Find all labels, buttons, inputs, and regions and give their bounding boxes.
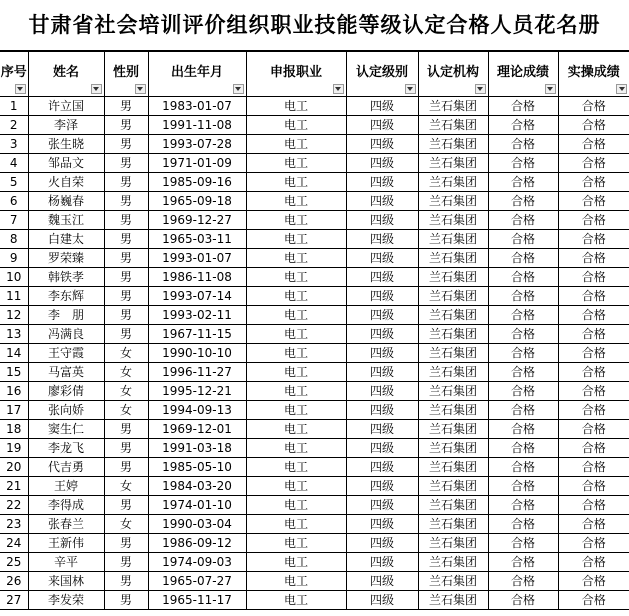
theory-score-cell[interactable]: 合格	[488, 477, 558, 496]
level-cell[interactable]: 四级	[346, 534, 418, 553]
occupation-cell[interactable]: 电工	[246, 325, 346, 344]
institution-cell[interactable]: 兰石集团	[418, 591, 488, 610]
seq-cell[interactable]: 17	[0, 401, 28, 420]
seq-cell[interactable]: 3	[0, 135, 28, 154]
occupation-cell[interactable]: 电工	[246, 363, 346, 382]
birthdate-cell[interactable]: 1991-03-18	[148, 439, 246, 458]
practical-score-cell[interactable]: 合格	[558, 572, 629, 591]
birthdate-cell[interactable]: 1986-11-08	[148, 268, 246, 287]
name-cell[interactable]: 王新伟	[28, 534, 104, 553]
header-row	[0, 52, 629, 97]
level-cell[interactable]: 四级	[346, 363, 418, 382]
gender-cell[interactable]: 男	[104, 192, 148, 211]
gender-cell[interactable]: 男	[104, 306, 148, 325]
level-cell[interactable]: 四级	[346, 135, 418, 154]
birthdate-cell[interactable]: 1969-12-01	[148, 420, 246, 439]
theory-score-cell[interactable]: 合格	[488, 534, 558, 553]
name-cell[interactable]: 马富英	[28, 363, 104, 382]
level-cell[interactable]: 四级	[346, 572, 418, 591]
institution-cell[interactable]: 兰石集团	[418, 477, 488, 496]
institution-cell[interactable]: 兰石集团	[418, 230, 488, 249]
practical-score-cell[interactable]: 合格	[558, 496, 629, 515]
gender-cell[interactable]: 男	[104, 325, 148, 344]
column-header-theory-score[interactable]: 理论成绩	[488, 52, 558, 97]
practical-score-cell[interactable]: 合格	[558, 192, 629, 211]
practical-score-cell[interactable]: 合格	[558, 420, 629, 439]
theory-score-cell[interactable]: 合格	[488, 496, 558, 515]
birthdate-cell[interactable]: 1991-11-08	[148, 116, 246, 135]
theory-score-cell[interactable]: 合格	[488, 382, 558, 401]
seq-cell[interactable]: 23	[0, 515, 28, 534]
theory-score-cell[interactable]: 合格	[488, 572, 558, 591]
seq-cell[interactable]: 6	[0, 192, 28, 211]
table-row	[0, 211, 629, 230]
gender-cell[interactable]: 女	[104, 363, 148, 382]
level-cell[interactable]: 四级	[346, 458, 418, 477]
level-cell[interactable]: 四级	[346, 268, 418, 287]
gender-cell[interactable]: 男	[104, 268, 148, 287]
practical-score-cell[interactable]: 合格	[558, 116, 629, 135]
name-cell[interactable]: 廖彩倩	[28, 382, 104, 401]
gender-cell[interactable]: 男	[104, 211, 148, 230]
name-cell[interactable]: 邹品文	[28, 154, 104, 173]
name-cell[interactable]: 张春兰	[28, 515, 104, 534]
seq-cell[interactable]: 22	[0, 496, 28, 515]
birthdate-cell[interactable]: 1985-05-10	[148, 458, 246, 477]
practical-score-cell[interactable]: 合格	[558, 135, 629, 154]
level-cell[interactable]: 四级	[346, 154, 418, 173]
birthdate-cell[interactable]: 1971-01-09	[148, 154, 246, 173]
filter-dropdown-icon[interactable]	[135, 84, 146, 94]
level-cell[interactable]: 四级	[346, 401, 418, 420]
birthdate-cell[interactable]: 1965-09-18	[148, 192, 246, 211]
name-cell[interactable]: 李发荣	[28, 591, 104, 610]
table-row	[0, 306, 629, 325]
institution-cell[interactable]: 兰石集团	[418, 116, 488, 135]
seq-cell[interactable]: 25	[0, 553, 28, 572]
level-cell[interactable]: 四级	[346, 382, 418, 401]
practical-score-cell[interactable]: 合格	[558, 230, 629, 249]
level-cell[interactable]: 四级	[346, 515, 418, 534]
practical-score-cell[interactable]: 合格	[558, 553, 629, 572]
table-row	[0, 591, 629, 610]
level-cell[interactable]: 四级	[346, 173, 418, 192]
seq-cell[interactable]: 13	[0, 325, 28, 344]
occupation-cell[interactable]: 电工	[246, 496, 346, 515]
theory-score-cell[interactable]: 合格	[488, 230, 558, 249]
gender-cell[interactable]: 女	[104, 401, 148, 420]
table-row	[0, 534, 629, 553]
birthdate-cell[interactable]: 1993-07-28	[148, 135, 246, 154]
table-row	[0, 249, 629, 268]
institution-cell[interactable]: 兰石集团	[418, 211, 488, 230]
seq-cell[interactable]: 18	[0, 420, 28, 439]
practical-score-cell[interactable]: 合格	[558, 477, 629, 496]
level-cell[interactable]: 四级	[346, 477, 418, 496]
gender-cell[interactable]: 男	[104, 572, 148, 591]
table-row	[0, 154, 629, 173]
practical-score-cell[interactable]: 合格	[558, 363, 629, 382]
institution-cell[interactable]: 兰石集团	[418, 382, 488, 401]
theory-score-cell[interactable]: 合格	[488, 591, 558, 610]
seq-cell[interactable]: 7	[0, 211, 28, 230]
occupation-cell[interactable]: 电工	[246, 591, 346, 610]
gender-cell[interactable]: 男	[104, 287, 148, 306]
birthdate-cell[interactable]: 1994-09-13	[148, 401, 246, 420]
practical-score-cell[interactable]: 合格	[558, 268, 629, 287]
seq-cell[interactable]: 24	[0, 534, 28, 553]
institution-cell[interactable]: 兰石集团	[418, 135, 488, 154]
occupation-cell[interactable]: 电工	[246, 116, 346, 135]
level-cell[interactable]: 四级	[346, 287, 418, 306]
gender-cell[interactable]: 男	[104, 458, 148, 477]
birthdate-cell[interactable]: 1974-01-10	[148, 496, 246, 515]
occupation-cell[interactable]: 电工	[246, 97, 346, 116]
practical-score-cell[interactable]: 合格	[558, 344, 629, 363]
filter-dropdown-icon[interactable]	[91, 84, 102, 94]
institution-cell[interactable]: 兰石集团	[418, 192, 488, 211]
theory-score-cell[interactable]: 合格	[488, 363, 558, 382]
column-header-name[interactable]: 姓名	[28, 52, 104, 97]
table-row	[0, 135, 629, 154]
practical-score-cell[interactable]: 合格	[558, 534, 629, 553]
institution-cell[interactable]: 兰石集团	[418, 515, 488, 534]
name-cell[interactable]: 火自荣	[28, 173, 104, 192]
seq-cell[interactable]: 16	[0, 382, 28, 401]
column-header-seq[interactable]: 序号	[0, 52, 28, 97]
name-cell[interactable]: 来国林	[28, 572, 104, 591]
birthdate-cell[interactable]: 1995-12-21	[148, 382, 246, 401]
practical-score-cell[interactable]: 合格	[558, 306, 629, 325]
name-cell[interactable]: 窦生仁	[28, 420, 104, 439]
seq-cell[interactable]: 4	[0, 154, 28, 173]
table-row	[0, 477, 629, 496]
gender-cell[interactable]: 男	[104, 249, 148, 268]
theory-score-cell[interactable]: 合格	[488, 515, 558, 534]
name-cell[interactable]: 李 朋	[28, 306, 104, 325]
table-row	[0, 553, 629, 572]
practical-score-cell[interactable]: 合格	[558, 591, 629, 610]
table-row	[0, 382, 629, 401]
filter-dropdown-icon[interactable]	[405, 84, 416, 94]
gender-cell[interactable]: 男	[104, 553, 148, 572]
birthdate-cell[interactable]: 1984-03-20	[148, 477, 246, 496]
name-cell[interactable]: 李龙飞	[28, 439, 104, 458]
occupation-cell[interactable]: 电工	[246, 211, 346, 230]
table-row	[0, 97, 629, 116]
gender-cell[interactable]: 男	[104, 154, 148, 173]
practical-score-cell[interactable]: 合格	[558, 154, 629, 173]
institution-cell[interactable]: 兰石集团	[418, 344, 488, 363]
table-row	[0, 325, 629, 344]
seq-cell[interactable]: 1	[0, 97, 28, 116]
theory-score-cell[interactable]: 合格	[488, 306, 558, 325]
table-row	[0, 192, 629, 211]
theory-score-cell[interactable]: 合格	[488, 135, 558, 154]
birthdate-cell[interactable]: 1974-09-03	[148, 553, 246, 572]
filter-dropdown-icon[interactable]	[616, 84, 627, 94]
column-header-level[interactable]: 认定级别	[346, 52, 418, 97]
table-row	[0, 230, 629, 249]
institution-cell[interactable]: 兰石集团	[418, 154, 488, 173]
gender-cell[interactable]: 男	[104, 135, 148, 154]
institution-cell[interactable]: 兰石集团	[418, 534, 488, 553]
institution-cell[interactable]: 兰石集团	[418, 97, 488, 116]
seq-cell[interactable]: 2	[0, 116, 28, 135]
seq-cell[interactable]: 8	[0, 230, 28, 249]
birthdate-cell[interactable]: 1965-11-17	[148, 591, 246, 610]
birthdate-cell[interactable]: 1986-09-12	[148, 534, 246, 553]
theory-score-cell[interactable]: 合格	[488, 401, 558, 420]
name-cell[interactable]: 张向娇	[28, 401, 104, 420]
occupation-cell[interactable]: 电工	[246, 420, 346, 439]
occupation-cell[interactable]: 电工	[246, 306, 346, 325]
birthdate-cell[interactable]: 1993-02-11	[148, 306, 246, 325]
roster-table	[0, 51, 629, 610]
practical-score-cell[interactable]: 合格	[558, 287, 629, 306]
practical-score-cell[interactable]: 合格	[558, 382, 629, 401]
institution-cell[interactable]: 兰石集团	[418, 553, 488, 572]
level-cell[interactable]: 四级	[346, 116, 418, 135]
seq-cell[interactable]: 14	[0, 344, 28, 363]
gender-cell[interactable]: 女	[104, 382, 148, 401]
gender-cell[interactable]: 男	[104, 439, 148, 458]
gender-cell[interactable]: 男	[104, 534, 148, 553]
theory-score-cell[interactable]: 合格	[488, 287, 558, 306]
page-title: 甘肃省社会培训评价组织职业技能等级认定合格人员花名册	[0, 0, 629, 51]
name-cell[interactable]: 罗荣臻	[28, 249, 104, 268]
column-header-institution[interactable]: 认定机构	[418, 52, 488, 97]
occupation-cell[interactable]: 电工	[246, 515, 346, 534]
theory-score-cell[interactable]: 合格	[488, 458, 558, 477]
occupation-cell[interactable]: 电工	[246, 534, 346, 553]
institution-cell[interactable]: 兰石集团	[418, 306, 488, 325]
theory-score-cell[interactable]: 合格	[488, 116, 558, 135]
seq-cell[interactable]: 15	[0, 363, 28, 382]
table-body	[0, 97, 629, 610]
institution-cell[interactable]: 兰石集团	[418, 439, 488, 458]
theory-score-cell[interactable]: 合格	[488, 249, 558, 268]
level-cell[interactable]: 四级	[346, 344, 418, 363]
gender-cell[interactable]: 男	[104, 230, 148, 249]
table-row	[0, 420, 629, 439]
birthdate-cell[interactable]: 1983-01-07	[148, 97, 246, 116]
name-cell[interactable]: 辛平	[28, 553, 104, 572]
gender-cell[interactable]: 女	[104, 477, 148, 496]
institution-cell[interactable]: 兰石集团	[418, 173, 488, 192]
name-cell[interactable]: 王婷	[28, 477, 104, 496]
theory-score-cell[interactable]: 合格	[488, 268, 558, 287]
gender-cell[interactable]: 女	[104, 344, 148, 363]
birthdate-cell[interactable]: 1990-03-04	[148, 515, 246, 534]
practical-score-cell[interactable]: 合格	[558, 401, 629, 420]
filter-dropdown-icon[interactable]	[333, 84, 344, 94]
theory-score-cell[interactable]: 合格	[488, 325, 558, 344]
gender-cell[interactable]: 男	[104, 116, 148, 135]
name-cell[interactable]: 李得成	[28, 496, 104, 515]
gender-cell[interactable]: 男	[104, 173, 148, 192]
birthdate-cell[interactable]: 1996-11-27	[148, 363, 246, 382]
level-cell[interactable]: 四级	[346, 553, 418, 572]
birthdate-cell[interactable]: 1967-11-15	[148, 325, 246, 344]
practical-score-cell[interactable]: 合格	[558, 211, 629, 230]
institution-cell[interactable]: 兰石集团	[418, 420, 488, 439]
level-cell[interactable]: 四级	[346, 230, 418, 249]
seq-cell[interactable]: 20	[0, 458, 28, 477]
name-cell[interactable]: 王守霞	[28, 344, 104, 363]
name-cell[interactable]: 魏玉江	[28, 211, 104, 230]
filter-dropdown-icon[interactable]	[15, 84, 26, 94]
theory-score-cell[interactable]: 合格	[488, 192, 558, 211]
institution-cell[interactable]: 兰石集团	[418, 249, 488, 268]
practical-score-cell[interactable]: 合格	[558, 325, 629, 344]
institution-cell[interactable]: 兰石集团	[418, 287, 488, 306]
theory-score-cell[interactable]: 合格	[488, 97, 558, 116]
occupation-cell[interactable]: 电工	[246, 135, 346, 154]
gender-cell[interactable]: 男	[104, 591, 148, 610]
occupation-cell[interactable]: 电工	[246, 572, 346, 591]
theory-score-cell[interactable]: 合格	[488, 420, 558, 439]
seq-cell[interactable]: 21	[0, 477, 28, 496]
theory-score-cell[interactable]: 合格	[488, 344, 558, 363]
gender-cell[interactable]: 女	[104, 515, 148, 534]
name-cell[interactable]: 冯满良	[28, 325, 104, 344]
name-cell[interactable]: 许立国	[28, 97, 104, 116]
gender-cell[interactable]: 男	[104, 496, 148, 515]
birthdate-cell[interactable]: 1965-07-27	[148, 572, 246, 591]
gender-cell[interactable]: 男	[104, 420, 148, 439]
theory-score-cell[interactable]: 合格	[488, 553, 558, 572]
institution-cell[interactable]: 兰石集团	[418, 496, 488, 515]
level-cell[interactable]: 四级	[346, 591, 418, 610]
column-header-occupation[interactable]: 申报职业	[246, 52, 346, 97]
level-cell[interactable]: 四级	[346, 249, 418, 268]
gender-cell[interactable]: 男	[104, 97, 148, 116]
table-row	[0, 401, 629, 420]
level-cell[interactable]: 四级	[346, 325, 418, 344]
filter-dropdown-icon[interactable]	[475, 84, 486, 94]
birthdate-cell[interactable]: 1993-07-14	[148, 287, 246, 306]
institution-cell[interactable]: 兰石集团	[418, 363, 488, 382]
seq-cell[interactable]: 9	[0, 249, 28, 268]
name-cell[interactable]: 杨巍春	[28, 192, 104, 211]
practical-score-cell[interactable]: 合格	[558, 515, 629, 534]
occupation-cell[interactable]: 电工	[246, 458, 346, 477]
occupation-cell[interactable]: 电工	[246, 173, 346, 192]
table-row	[0, 458, 629, 477]
table-row	[0, 268, 629, 287]
institution-cell[interactable]: 兰石集团	[418, 458, 488, 477]
institution-cell[interactable]: 兰石集团	[418, 268, 488, 287]
table-row	[0, 344, 629, 363]
practical-score-cell[interactable]: 合格	[558, 97, 629, 116]
occupation-cell[interactable]: 电工	[246, 268, 346, 287]
theory-score-cell[interactable]: 合格	[488, 211, 558, 230]
occupation-cell[interactable]: 电工	[246, 401, 346, 420]
occupation-cell[interactable]: 电工	[246, 230, 346, 249]
theory-score-cell[interactable]: 合格	[488, 439, 558, 458]
table-row	[0, 515, 629, 534]
birthdate-cell[interactable]: 1965-03-11	[148, 230, 246, 249]
occupation-cell[interactable]: 电工	[246, 249, 346, 268]
table-row	[0, 173, 629, 192]
practical-score-cell[interactable]: 合格	[558, 439, 629, 458]
level-cell[interactable]: 四级	[346, 420, 418, 439]
level-cell[interactable]: 四级	[346, 211, 418, 230]
name-cell[interactable]: 代吉勇	[28, 458, 104, 477]
name-cell[interactable]: 李泽	[28, 116, 104, 135]
column-header-practical-score[interactable]: 实操成绩	[558, 52, 629, 97]
level-cell[interactable]: 四级	[346, 439, 418, 458]
seq-cell[interactable]: 10	[0, 268, 28, 287]
seq-cell[interactable]: 5	[0, 173, 28, 192]
institution-cell[interactable]: 兰石集团	[418, 572, 488, 591]
occupation-cell[interactable]: 电工	[246, 344, 346, 363]
name-cell[interactable]: 李东辉	[28, 287, 104, 306]
seq-cell[interactable]: 11	[0, 287, 28, 306]
column-header-birthdate[interactable]: 出生年月	[148, 52, 246, 97]
seq-cell[interactable]: 12	[0, 306, 28, 325]
table-row	[0, 572, 629, 591]
birthdate-cell[interactable]: 1985-09-16	[148, 173, 246, 192]
practical-score-cell[interactable]: 合格	[558, 458, 629, 477]
birthdate-cell[interactable]: 1969-12-27	[148, 211, 246, 230]
filter-dropdown-icon[interactable]	[545, 84, 556, 94]
column-header-gender[interactable]: 性别	[104, 52, 148, 97]
occupation-cell[interactable]: 电工	[246, 439, 346, 458]
birthdate-cell[interactable]: 1993-01-07	[148, 249, 246, 268]
level-cell[interactable]: 四级	[346, 192, 418, 211]
table-row	[0, 496, 629, 515]
seq-cell[interactable]: 26	[0, 572, 28, 591]
occupation-cell[interactable]: 电工	[246, 154, 346, 173]
table-row	[0, 363, 629, 382]
occupation-cell[interactable]: 电工	[246, 287, 346, 306]
occupation-cell[interactable]: 电工	[246, 553, 346, 572]
theory-score-cell[interactable]: 合格	[488, 173, 558, 192]
occupation-cell[interactable]: 电工	[246, 192, 346, 211]
table-row	[0, 439, 629, 458]
filter-dropdown-icon[interactable]	[233, 84, 244, 94]
level-cell[interactable]: 四级	[346, 496, 418, 515]
seq-cell[interactable]: 27	[0, 591, 28, 610]
practical-score-cell[interactable]: 合格	[558, 173, 629, 192]
name-cell[interactable]: 韩铁孝	[28, 268, 104, 287]
birthdate-cell[interactable]: 1990-10-10	[148, 344, 246, 363]
theory-score-cell[interactable]: 合格	[488, 154, 558, 173]
level-cell[interactable]: 四级	[346, 97, 418, 116]
level-cell[interactable]: 四级	[346, 306, 418, 325]
occupation-cell[interactable]: 电工	[246, 477, 346, 496]
practical-score-cell[interactable]: 合格	[558, 249, 629, 268]
occupation-cell[interactable]: 电工	[246, 382, 346, 401]
institution-cell[interactable]: 兰石集团	[418, 401, 488, 420]
seq-cell[interactable]: 19	[0, 439, 28, 458]
table-row	[0, 287, 629, 306]
name-cell[interactable]: 白建太	[28, 230, 104, 249]
table-row	[0, 116, 629, 135]
institution-cell[interactable]: 兰石集团	[418, 325, 488, 344]
name-cell[interactable]: 张生晓	[28, 135, 104, 154]
